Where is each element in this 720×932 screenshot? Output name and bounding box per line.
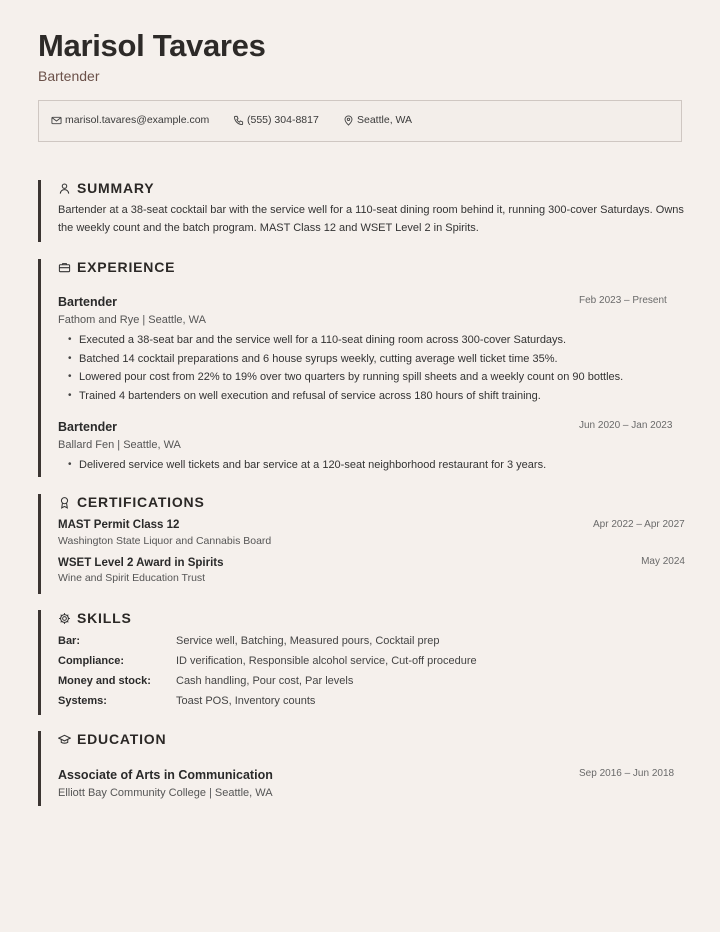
job-2-date: Jun 2020 – Jan 2023 — [579, 420, 673, 431]
gear-icon — [58, 612, 71, 625]
phone-icon — [233, 115, 244, 126]
bullet-text: Trained 4 bartenders on well execution and refusal of service across 180 hours of shift training. — [79, 390, 541, 402]
bullet-text: Lowered pour cost from 22% to 19% over two quarters by running spill sheets and a weekly count on 90 bottles. — [79, 371, 624, 383]
certifications-heading — [58, 494, 205, 510]
cert-1-date: Apr 2022 – Apr 2027 — [593, 519, 685, 530]
skills-heading-text: SKILLS — [77, 610, 132, 626]
summary-heading-text: SUMMARY — [77, 180, 155, 196]
skill-key: Compliance: — [58, 655, 125, 667]
job-1-org: Fathom and Rye | Seattle, WA — [58, 314, 206, 326]
location-text: Seattle, WA — [357, 113, 413, 126]
contact-location — [343, 113, 412, 126]
skills-heading — [58, 610, 132, 626]
bullet-text: Delivered service well tickets and bar service at a 120-seat neighborhood restaurant for 3 years. — [79, 459, 547, 471]
certifications-section — [38, 494, 685, 594]
experience-heading-text: EXPERIENCE — [77, 259, 176, 275]
job-2-org: Ballard Fen | Seattle, WA — [58, 439, 181, 451]
cert-2-org: Wine and Spirit Education Trust — [58, 572, 206, 584]
education-heading-text: EDUCATION — [77, 731, 167, 747]
contact-phone[interactable] — [233, 113, 319, 126]
person-icon — [58, 182, 71, 195]
candidate-role: Bartender — [38, 68, 100, 84]
skills-section — [38, 610, 682, 715]
graduation-cap-icon — [58, 733, 71, 746]
bullet-text: Executed a 38-seat bar and the service well for a 110-seat dining room across 300-cover Saturdays. — [79, 334, 567, 346]
education-heading — [58, 731, 166, 747]
skill-key: Bar: — [58, 635, 81, 647]
mail-icon — [51, 115, 62, 126]
skill-value: Toast POS, Inventory counts — [176, 695, 316, 707]
job-2-bullet — [58, 459, 546, 471]
education-school: Elliott Bay Community College | Seattle, WA — [58, 787, 273, 799]
skill-key: Systems: — [58, 695, 107, 707]
contact-email[interactable] — [51, 113, 209, 126]
candidate-name: Marisol Tavares — [38, 28, 266, 63]
cert-1-org: Washington State Liquor and Cannabis Board — [58, 535, 272, 547]
cert-2-date: May 2024 — [641, 556, 685, 567]
job-1-bullet — [58, 390, 541, 402]
phone-text: (555) 304-8817 — [247, 113, 319, 126]
job-1-bullet — [58, 334, 566, 346]
bullet-text: Batched 14 cocktail preparations and 6 house syrups weekly, cutting average well ticket time 35%. — [79, 353, 558, 365]
cert-1-title: MAST Permit Class 12 — [58, 519, 180, 531]
job-1-title: Bartender — [58, 295, 118, 309]
certifications-heading-text: CERTIFICATIONS — [77, 494, 205, 510]
skill-value: Service well, Batching, Measured pours, Cocktail prep — [176, 635, 440, 647]
skill-key: Money and stock: — [58, 675, 151, 687]
summary-text — [58, 201, 688, 237]
experience-section — [38, 259, 682, 477]
award-icon — [58, 496, 71, 509]
briefcase-icon — [58, 261, 71, 274]
cert-2-title: WSET Level 2 Award in Spirits — [58, 557, 224, 569]
skill-value: Cash handling, Pour cost, Par levels — [176, 675, 354, 687]
education-date: Sep 2016 – Jun 2018 — [579, 768, 675, 779]
job-2-title: Bartender — [58, 420, 118, 434]
summary-heading — [58, 180, 154, 196]
location-pin-icon — [343, 115, 354, 126]
skill-value: ID verification, Responsible alcohol service, Cut-off procedure — [176, 655, 477, 667]
summary-section — [38, 180, 682, 242]
contact-bar — [38, 100, 682, 142]
email-text: marisol.tavares@example.com — [65, 113, 210, 126]
education-degree: Associate of Arts in Communication — [58, 768, 273, 782]
summary-line-2: the weekly count and the batch program. MAST Class 12 and WSET Level 2 in Spirits. — [58, 222, 479, 234]
experience-heading — [58, 259, 175, 275]
job-1-date: Feb 2023 – Present — [579, 295, 667, 306]
job-1-bullet — [58, 353, 558, 365]
summary-line-1: Bartender at a 38-seat cocktail bar with the service well for a 110-seat dining room behind it, running 300-cover Saturdays. Owns — [58, 204, 684, 216]
job-1-bullet — [58, 371, 623, 383]
education-section — [38, 731, 682, 806]
